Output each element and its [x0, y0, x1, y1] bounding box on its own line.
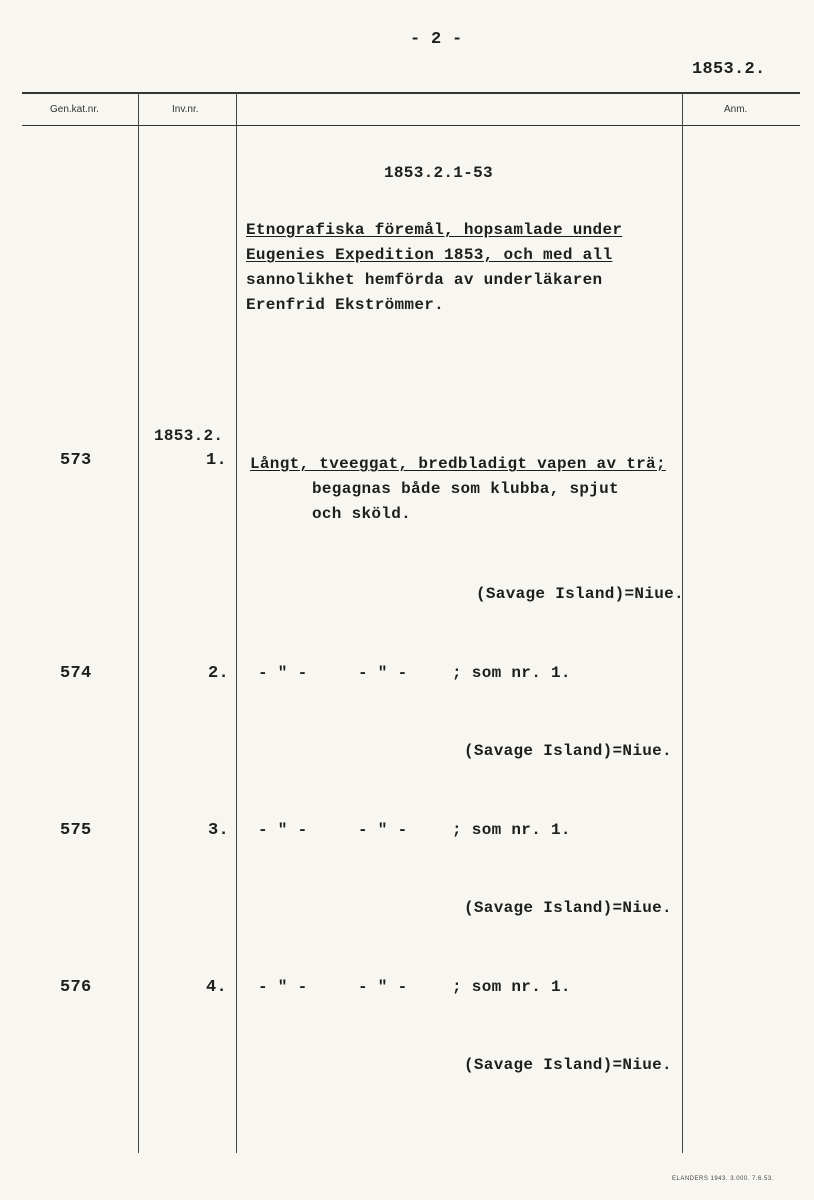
entry-574-ditto-1: - " - — [258, 664, 308, 682]
entry-576-ditto-2: - " - — [358, 978, 408, 996]
entry-573-locality: (Savage Island)=Niue. — [476, 585, 684, 603]
inv-nr-4: 4. — [206, 978, 228, 997]
gen-kat-nr-576: 576 — [60, 978, 92, 997]
entry-573-description — [250, 452, 666, 527]
collection-line-3: sannolikhet hemförda av underläkaren — [246, 271, 603, 289]
inv-nr-3: 3. — [208, 821, 230, 840]
column-divider-2 — [236, 93, 237, 1153]
column-header-inv-nr: Inv.nr. — [172, 104, 199, 115]
entry-573-line-2: begagnas både som klubba, spjut — [312, 480, 619, 498]
entry-576-reference: ; som nr. 1. — [452, 978, 571, 996]
column-divider-1 — [138, 93, 139, 1153]
entry-573-line-1: Långt, tveeggat, bredbladigt vapen av trä; — [250, 455, 666, 473]
entry-576-locality: (Savage Island)=Niue. — [464, 1056, 672, 1074]
column-divider-3 — [682, 93, 683, 1153]
inv-nr-1: 1. — [206, 451, 228, 470]
collection-description — [246, 218, 622, 318]
entry-574-locality: (Savage Island)=Niue. — [464, 742, 672, 760]
column-header-anm: Anm. — [724, 104, 748, 115]
entry-574-reference: ; som nr. 1. — [452, 664, 571, 682]
collection-line-4: Erenfrid Ekströmmer. — [246, 296, 445, 314]
gen-kat-nr-575: 575 — [60, 821, 92, 840]
entry-575-ditto-2: - " - — [358, 821, 408, 839]
gen-kat-nr-573: 573 — [60, 451, 92, 470]
entry-575-reference: ; som nr. 1. — [452, 821, 571, 839]
entry-573-line-3: och sköld. — [312, 505, 412, 523]
entry-575-ditto-1: - " - — [258, 821, 308, 839]
register-reference: 1853.2. — [692, 60, 766, 79]
collection-number-range: 1853.2.1-53 — [384, 164, 493, 182]
entry-574-ditto-2: - " - — [358, 664, 408, 682]
collection-line-2: Eugenies Expedition 1853, och med all — [246, 246, 613, 264]
inv-nr-2: 2. — [208, 664, 230, 683]
inv-prefix: 1853.2. — [154, 427, 224, 445]
entry-575-locality: (Savage Island)=Niue. — [464, 899, 672, 917]
gen-kat-nr-574: 574 — [60, 664, 92, 683]
collection-line-1: Etnografiska föremål, hopsamlade under — [246, 221, 623, 239]
printer-imprint: ELANDERS 1943. 3.000. 7.6.53. — [672, 1176, 774, 1182]
column-header-gen-kat-nr: Gen.kat.nr. — [50, 104, 99, 115]
entry-576-ditto-1: - " - — [258, 978, 308, 996]
page-number: - 2 - — [410, 30, 463, 49]
